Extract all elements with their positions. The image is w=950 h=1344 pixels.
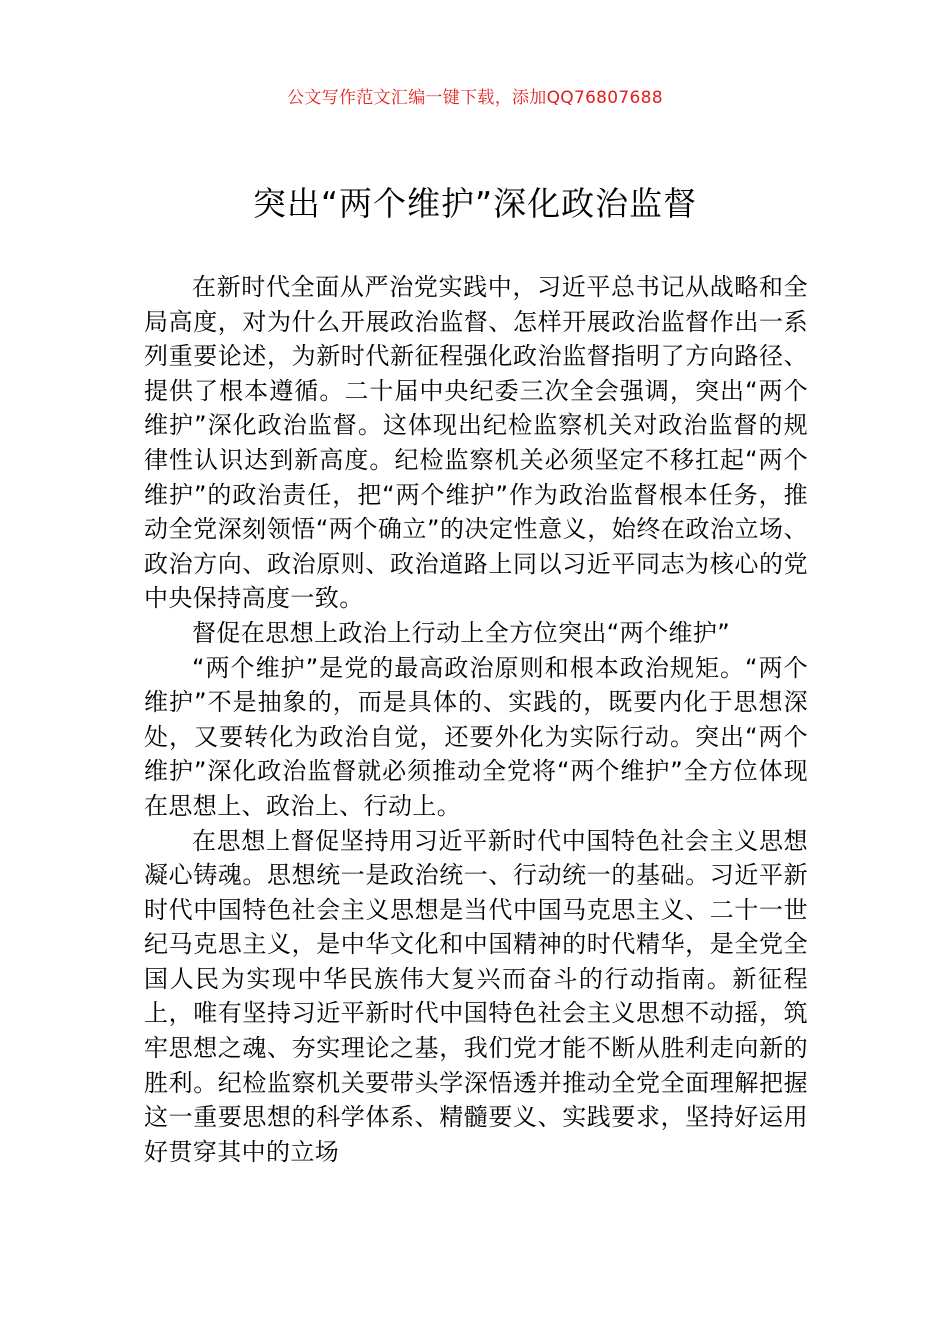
document-body	[144, 270, 808, 1169]
paragraph-intro: 在新时代全面从严治党实践中，习近平总书记从战略和全局高度，对为什么开展政治监督、怎样开展政治监督作出一系列重要论述，为新时代新征程强化政治监督指明了方向路径、提供了根本遵循。二十届中央纪委三次全会强调，突出“两个维护”深化政治监督。这体现出纪检监察机关对政治监督的规律性认识达到新高度。纪检监察机关必须坚定不移扛起“两个维护”的政治责任，把“两个维护”作为政治监督根本任务，推动全党深刻领悟“两个确立”的决定性意义，始终在政治立场、政治方向、政治原则、政治道路上同以习近平同志为核心的党中央保持高度一致。	[144, 273, 808, 613]
paragraph-ideology: 在思想上督促坚持用习近平新时代中国特色社会主义思想凝心铸魂。思想统一是政治统一、行动统一的基础。习近平新时代中国特色社会主义思想是当代中国马克思主义、二十一世纪马克思主义，是中华文化和中国精神的时代精华，是全党全国人民为实现中华民族伟大复兴而奋斗的行动指南。新征程上，唯有坚持习近平新时代中国特色社会主义思想不动摇，筑牢思想之魂、夯实理论之基，我们党才能不断从胜利走向新的胜利。纪检监察机关要带头学深悟透并推动全党全面理解把握这一重要思想的科学体系、精髓要义、实践要求，坚持好运用好贯穿其中的立场	[144, 826, 808, 1166]
section-heading: 督促在思想上政治上行动上全方位突出“两个维护”	[192, 618, 731, 647]
document-title: 突出“两个维护”深化政治监督	[252, 184, 698, 223]
paragraph-two-maintenances: “两个维护”是党的最高政治原则和根本政治规矩。“两个维护”不是抽象的，而是具体的、实践的，既要内化于思想深处，又要转化为政治自觉，还要外化为实际行动。突出“两个维护”深化政治监督就必须推动全党将“两个维护”全方位体现在思想上、政治上、行动上。	[144, 653, 808, 820]
download-note: 公文写作范文汇编一键下载，添加QQ76807688	[287, 88, 663, 108]
